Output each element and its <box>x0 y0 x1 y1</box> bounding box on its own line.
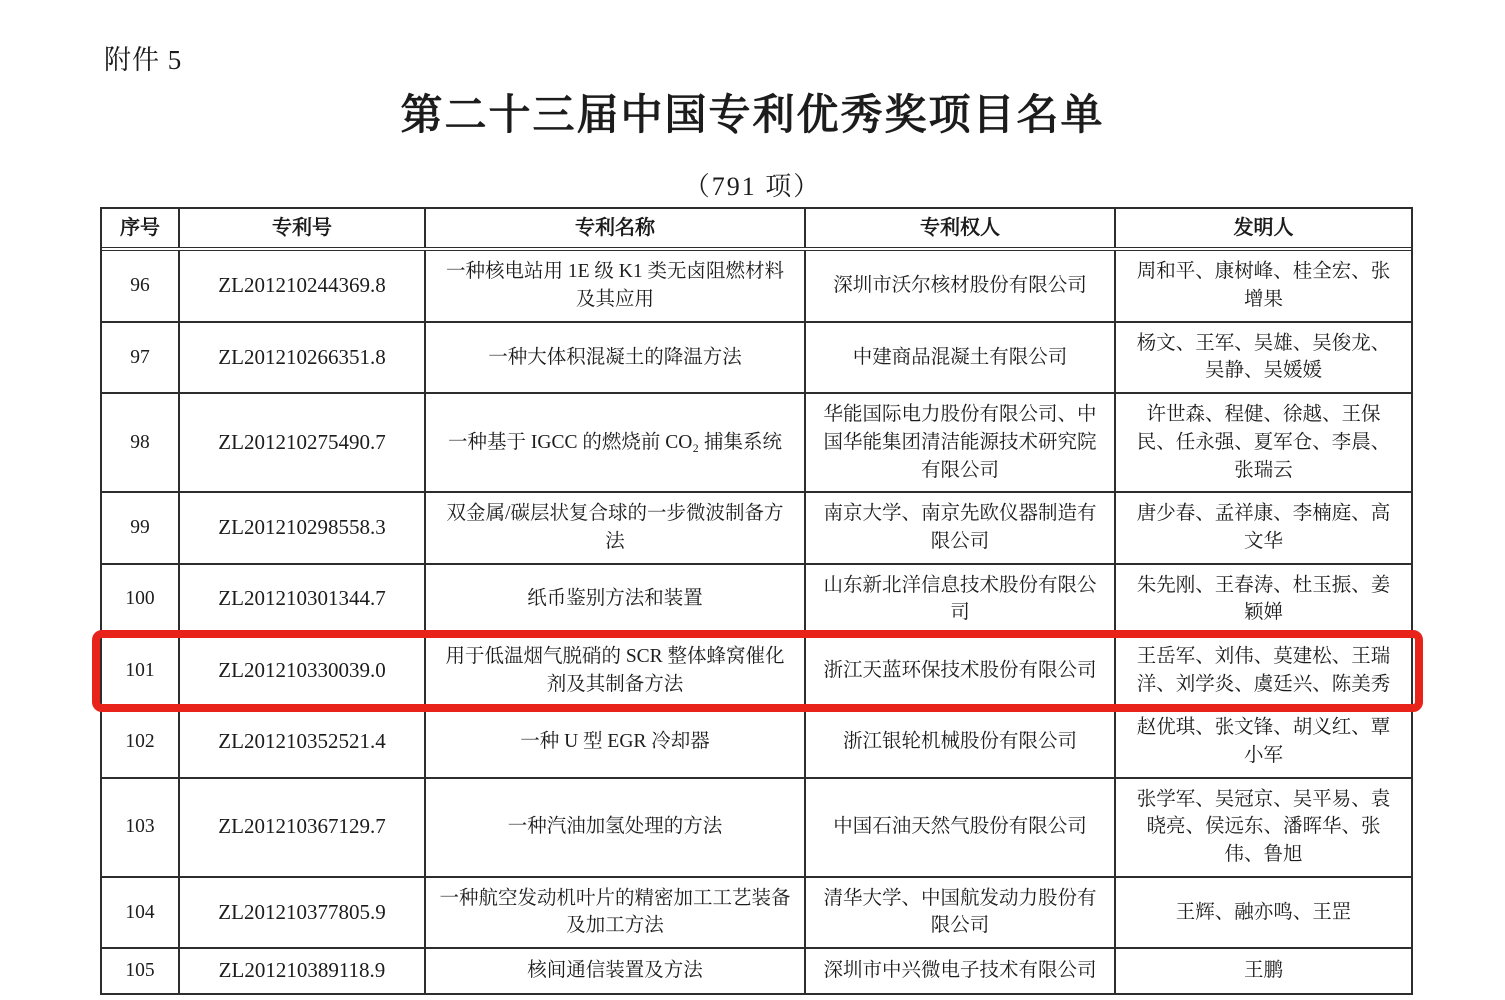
cell-patent-no: ZL201210330039.0 <box>180 636 426 705</box>
cell-patentee: 清华大学、中国航发动力股份有限公司 <box>806 878 1116 947</box>
table-header-row <box>102 209 1411 251</box>
cell-no: 105 <box>102 949 180 993</box>
cell-patent-name: 一种航空发动机叶片的精密加工工艺装备及加工方法 <box>426 878 806 947</box>
header-patent-name: 专利名称 <box>426 209 806 247</box>
cell-patentee: 中国石油天然气股份有限公司 <box>806 779 1116 876</box>
cell-patent-no: ZL201210298558.3 <box>180 493 426 562</box>
cell-inventors: 朱先刚、王春涛、杜玉振、姜颖婵 <box>1136 574 1391 624</box>
table-row <box>102 251 1411 322</box>
cell-patent-name: 双金属/碳层状复合球的一步微波制备方法 <box>426 493 806 562</box>
cell-no: 104 <box>102 878 180 947</box>
cell-patent-no: ZL201210266351.8 <box>180 323 426 392</box>
cell-patentee: 山东新北洋信息技术股份有限公司 <box>806 565 1116 634</box>
header-no: 序号 <box>102 209 180 247</box>
table-row <box>102 949 1411 993</box>
cell-inventors: 唐少春、孟祥康、李楠庭、高文华 <box>1136 503 1391 552</box>
cell-patent-name: 用于低温烟气脱硝的 SCR 整体蜂窝催化剂及其制备方法 <box>426 636 806 705</box>
patent-award-table <box>100 207 1413 995</box>
cell-patent-name: 一种基于 IGCC 的燃烧前 CO₂ 捕集系统 <box>426 394 806 491</box>
cell-patent-name: 一种大体积混凝土的降温方法 <box>426 323 806 392</box>
cell-inventors: 周和平、康树峰、桂全宏、张增果 <box>1136 261 1391 311</box>
cell-patentee: 华能国际电力股份有限公司、中国华能集团清洁能源技术研究院有限公司 <box>806 394 1116 491</box>
cell-no: 103 <box>102 779 180 876</box>
header-patent-no: 专利号 <box>180 209 426 247</box>
cell-patent-no: ZL201210377805.9 <box>180 878 426 947</box>
page-subtitle: （791 项） <box>683 172 822 201</box>
cell-patentee: 浙江天蓝环保技术股份有限公司 <box>806 636 1116 705</box>
cell-no: 98 <box>102 394 180 491</box>
cell-patent-name: 核间通信装置及方法 <box>426 949 806 993</box>
cell-patentee: 南京大学、南京先欧仪器制造有限公司 <box>806 493 1116 562</box>
cell-patent-name: 一种核电站用 1E 级 K1 类无卤阻燃材料及其应用 <box>426 251 806 320</box>
page-title: 第二十三届中国专利优秀奖项目名单 <box>400 93 1105 139</box>
cell-patentee: 浙江银轮机械股份有限公司 <box>806 707 1116 776</box>
cell-patent-name: 一种 U 型 EGR 冷却器 <box>426 707 806 776</box>
cell-patent-no: ZL201210301344.7 <box>180 565 426 634</box>
cell-patent-no: ZL201210275490.7 <box>180 394 426 491</box>
cell-patent-no: ZL201210244369.8 <box>180 251 426 320</box>
cell-patent-no: ZL201210367129.7 <box>180 779 426 876</box>
cell-inventors: 赵优琪、张文锋、胡义红、覃小军 <box>1136 717 1391 767</box>
table-row <box>102 394 1411 493</box>
cell-no: 96 <box>102 251 180 320</box>
table-row <box>102 878 1411 949</box>
cell-inventors: 杨文、王军、吴雄、吴俊龙、吴静、吴媛媛 <box>1136 332 1391 382</box>
cell-inventors: 张学军、吴冠京、吴平易、袁晓亮、侯远东、潘晖华、张伟、鲁旭 <box>1136 788 1391 866</box>
cell-patent-name: 一种汽油加氢处理的方法 <box>426 779 806 876</box>
cell-patent-no: ZL201210352521.4 <box>180 707 426 776</box>
attachment-label: 附件 5 <box>104 45 183 75</box>
table-row <box>102 323 1411 394</box>
table-row <box>102 565 1411 636</box>
cell-patentee: 中建商品混凝土有限公司 <box>806 323 1116 392</box>
cell-patent-no: ZL201210389118.9 <box>180 949 426 993</box>
header-patentee: 专利权人 <box>806 209 1116 247</box>
cell-no: 102 <box>102 707 180 776</box>
table-row <box>102 779 1411 878</box>
cell-patentee: 深圳市沃尔核材股份有限公司 <box>806 251 1116 320</box>
cell-inventors: 王鹏 <box>1243 960 1283 982</box>
header-inventors: 发明人 <box>1233 217 1294 239</box>
cell-inventors: 许世森、程健、徐越、王保民、任永强、夏军仓、李晨、张瑞云 <box>1136 404 1391 481</box>
cell-inventors: 王岳军、刘伟、莫建松、王瑞洋、刘学炎、虞廷兴、陈美秀 <box>1136 645 1391 695</box>
table-row <box>102 493 1411 564</box>
cell-patent-name: 纸币鉴别方法和装置 <box>426 565 806 634</box>
cell-no: 101 <box>102 636 180 705</box>
cell-inventors: 王辉、融亦鸣、王罡 <box>1175 901 1352 923</box>
cell-no: 97 <box>102 323 180 392</box>
cell-patentee: 深圳市中兴微电子技术有限公司 <box>806 949 1116 993</box>
cell-no: 100 <box>102 565 180 634</box>
table-row <box>102 707 1411 778</box>
table-row-highlighted <box>102 636 1411 707</box>
cell-no: 99 <box>102 493 180 562</box>
